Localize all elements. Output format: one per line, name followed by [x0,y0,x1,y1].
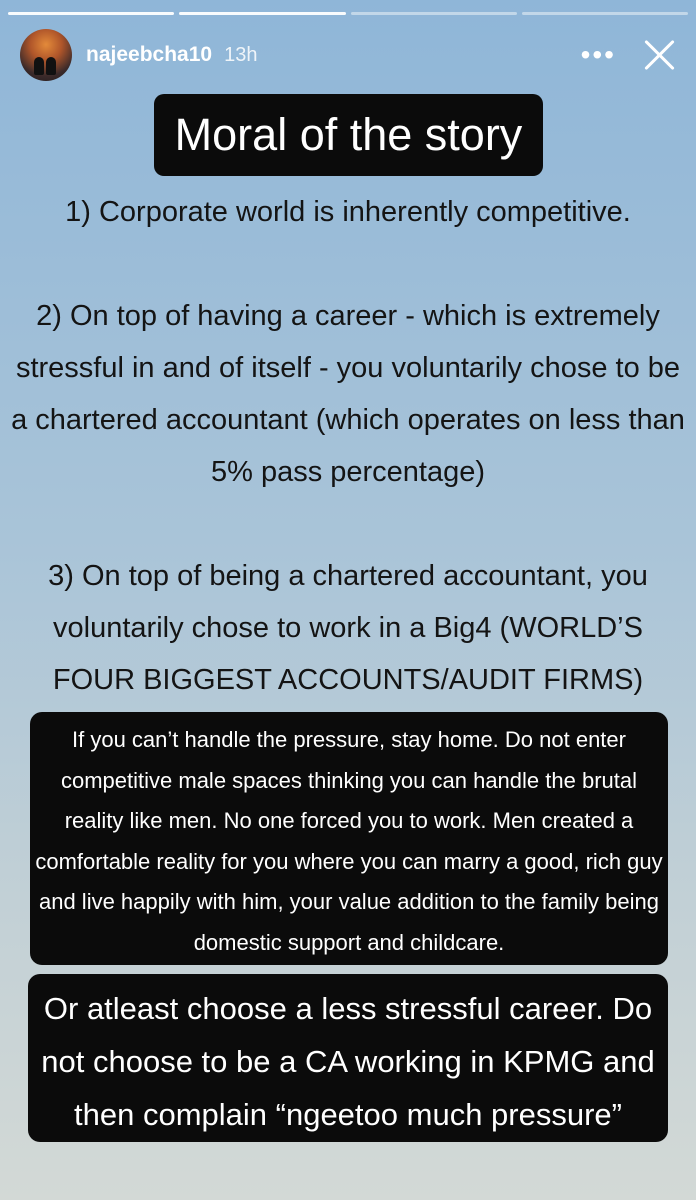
caption-box-2: Or atleast choose a less stressful career. Do not choose to be a CA working in KPMG and then complain “ngeetoo much pressure” [28,974,668,1142]
point-2: 2) On top of having a career - which is extremely stressful in and of itself - you voluntarily chose to be a chartered accountant (which operates on less than 5% pass percentage) [11,300,685,488]
story-header [20,28,676,82]
avatar-silhouette [34,57,44,75]
more-options-icon[interactable]: ••• [580,39,616,70]
caption-box-1: If you can’t handle the pressure, stay home. Do not enter competitive male spaces thinking you can handle the brutal reality like men. No one forced you to work. Men created a comfortable reality for you where you can marry a good, rich guy and live happily with him, your value addition to the family being domestic support and childcare. [30,712,668,965]
post-time: 13h [224,43,258,66]
header-actions [581,38,676,72]
story-progress-bar [8,12,688,15]
point-3: 3) On top of being a chartered accountant, you voluntarily chose to work in a Big4 (WORLD’S FOUR BIGGEST ACCOUNTS/AUDIT FIRMS) [48,560,648,696]
progress-segment-2 [179,12,345,15]
avatar-silhouette [46,57,56,75]
username[interactable]: najeebcha10 [86,43,213,66]
progress-segment-4 [522,12,688,15]
story-body [10,186,686,706]
progress-segment-1 [8,12,174,15]
story-title: Moral of the story [154,94,543,176]
close-icon[interactable] [642,38,676,72]
progress-segment-3 [351,12,517,15]
point-1: 1) Corporate world is inherently competitive. [65,196,631,228]
avatar[interactable] [20,29,72,81]
